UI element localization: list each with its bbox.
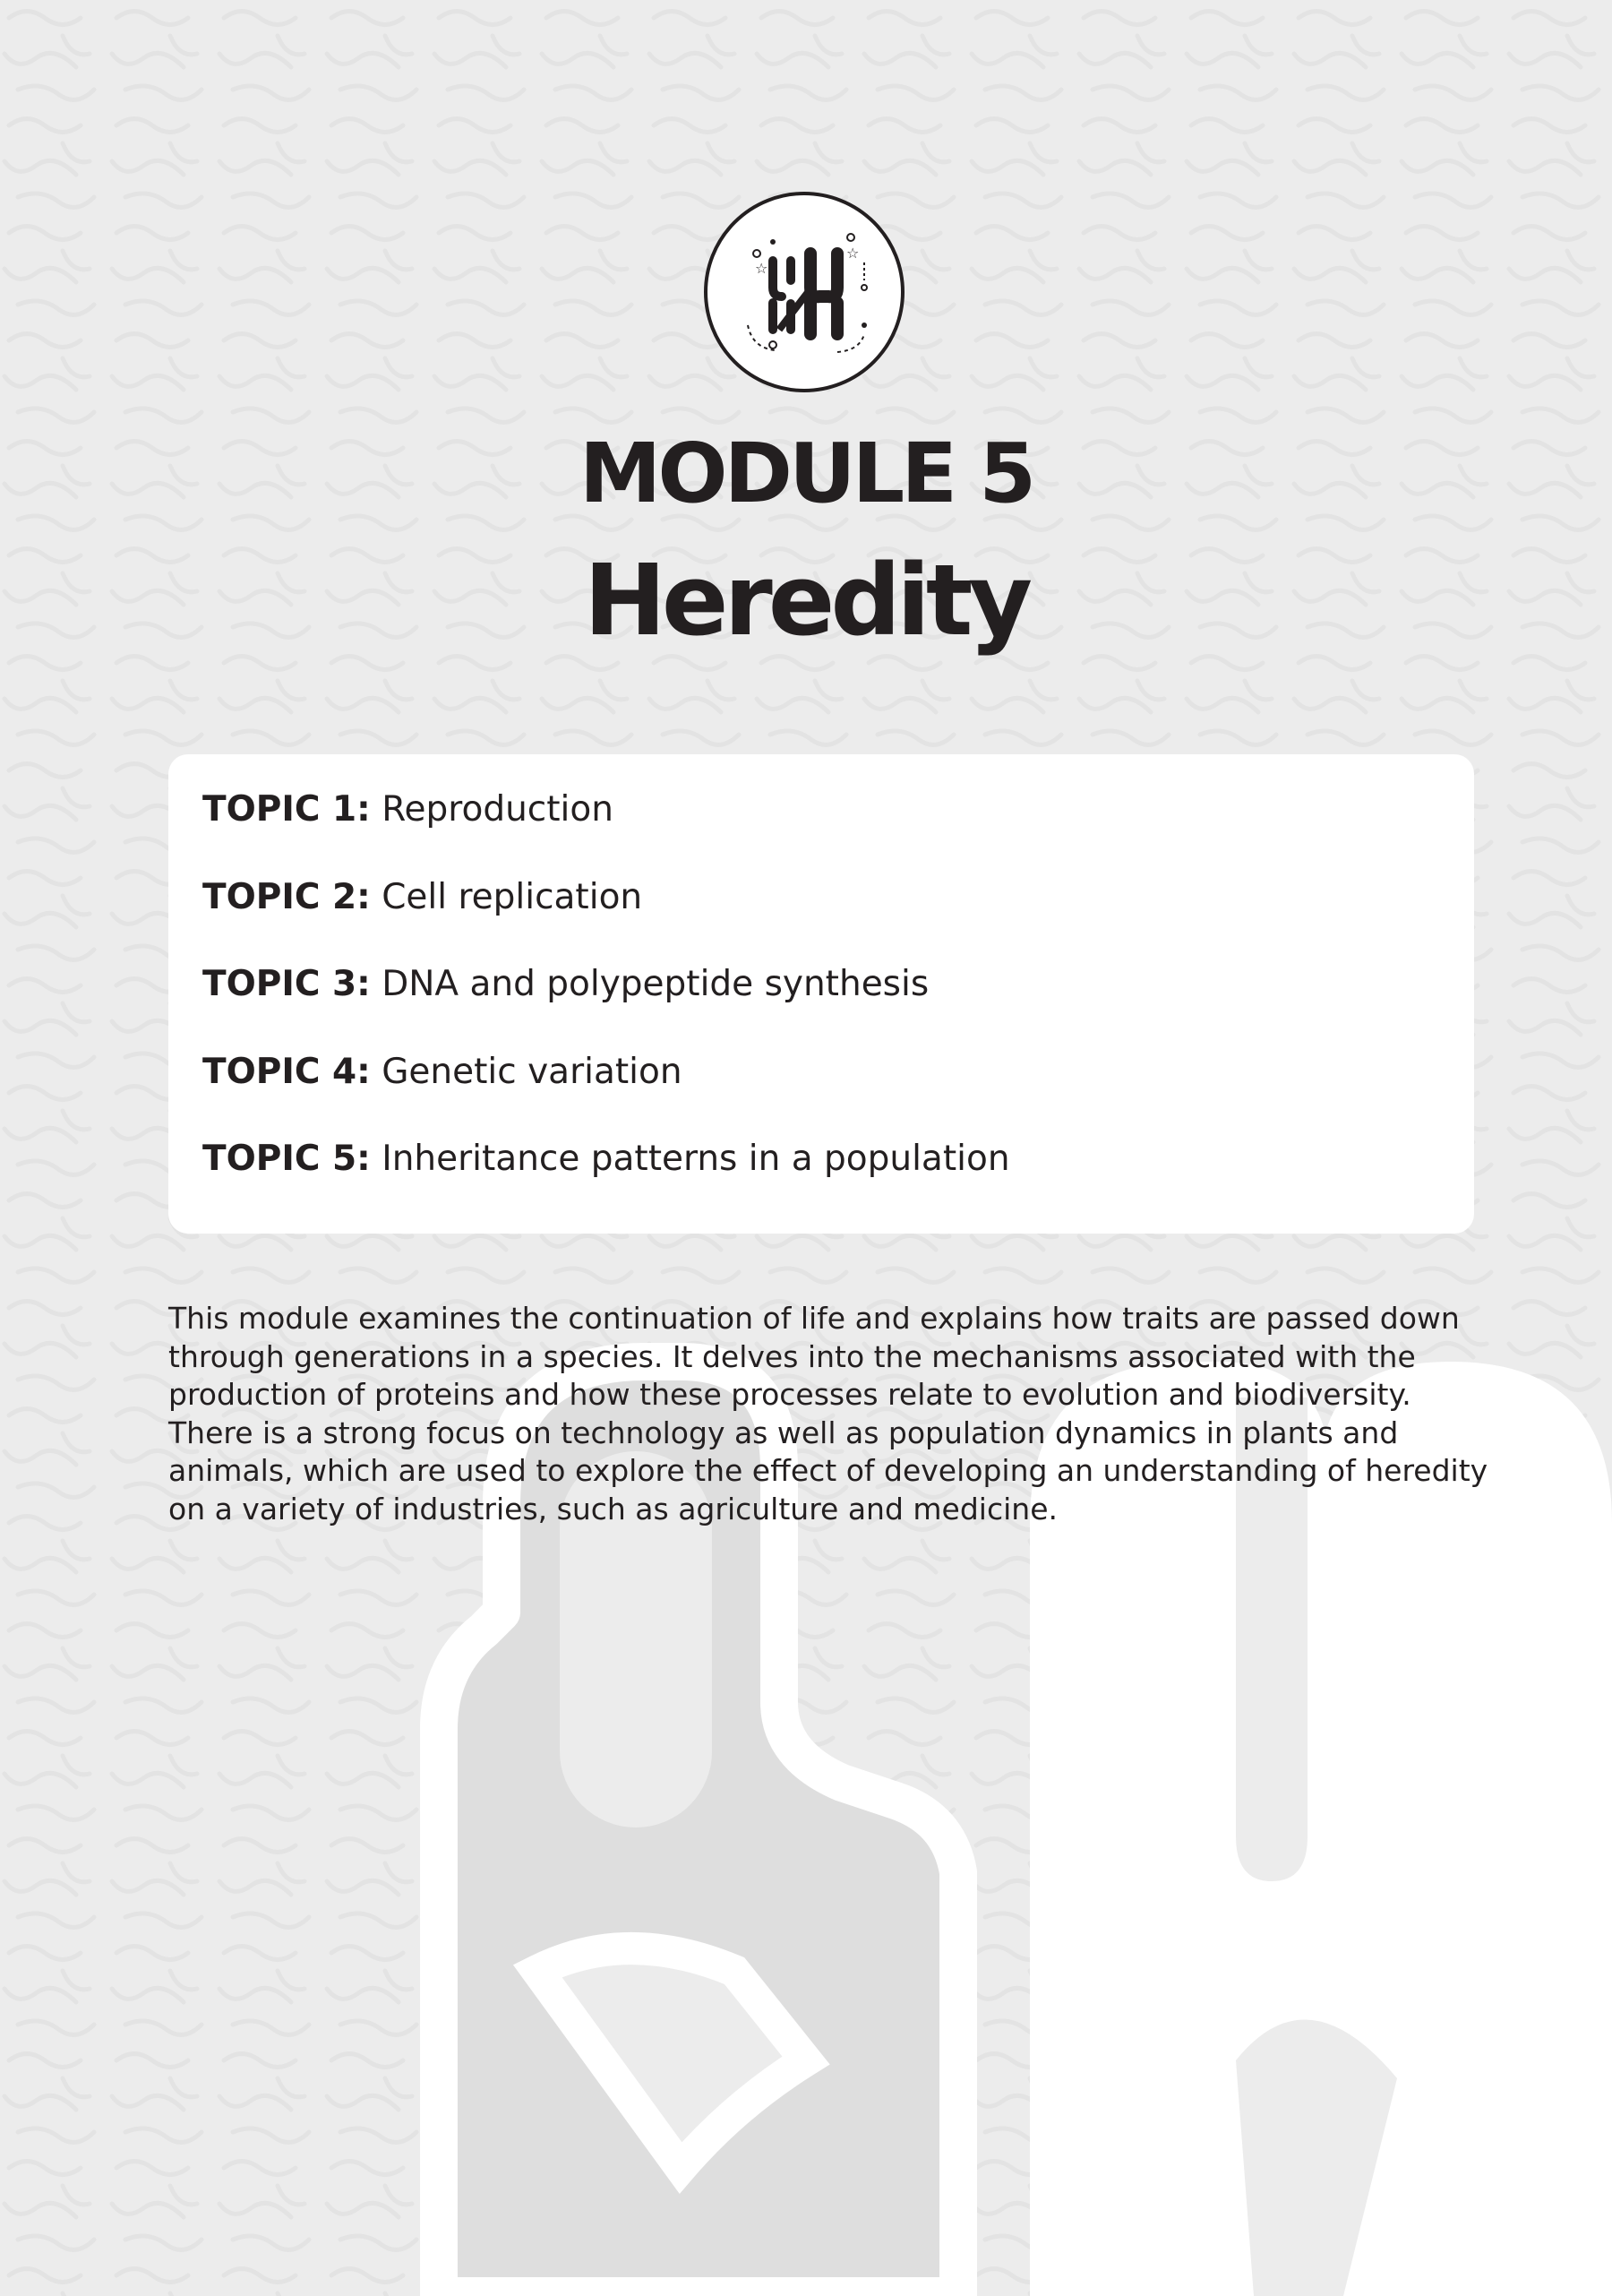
- topic-key: TOPIC 4:: [202, 1051, 371, 1092]
- topic-name: DNA and polypeptide synthesis: [382, 964, 930, 1004]
- module-label: MODULE 5: [579, 426, 1033, 521]
- chromosome-icon: [703, 191, 905, 393]
- topic-name: Reproduction: [382, 789, 613, 830]
- topic-key: TOPIC 2:: [202, 876, 371, 917]
- topic-list-card: [168, 754, 1474, 1234]
- module-title: Heredity: [583, 543, 1029, 658]
- svg-text:☆: ☆: [755, 260, 768, 277]
- topic-item: [202, 876, 1440, 964]
- topic-item: [202, 1051, 1440, 1139]
- topic-name: Cell replication: [382, 876, 643, 917]
- topic-key: TOPIC 3:: [202, 964, 371, 1004]
- topic-name: Inheritance patterns in a population: [382, 1139, 1010, 1179]
- module-description: This module examines the continuation of life and explains how traits are passed down through generations in a species. It delves into the mechanisms associated with the production of proteins and how these processes relate to evolution and biodiversity. There is a strong focus on technology as well as population dynamics in plants and animals, which are used to explore the effect of developing an understanding of heredity on a variety of industries, such as agriculture and medicine.: [168, 1301, 1488, 1526]
- svg-text:☆: ☆: [846, 245, 860, 262]
- topic-item: [202, 1138, 1440, 1225]
- topic-name: Genetic variation: [382, 1051, 682, 1092]
- topic-item: [202, 963, 1440, 1051]
- topic-key: TOPIC 5:: [202, 1139, 371, 1179]
- module-logo-badge: [703, 191, 905, 393]
- topic-key: TOPIC 1:: [202, 789, 371, 830]
- topic-item: [202, 788, 1440, 876]
